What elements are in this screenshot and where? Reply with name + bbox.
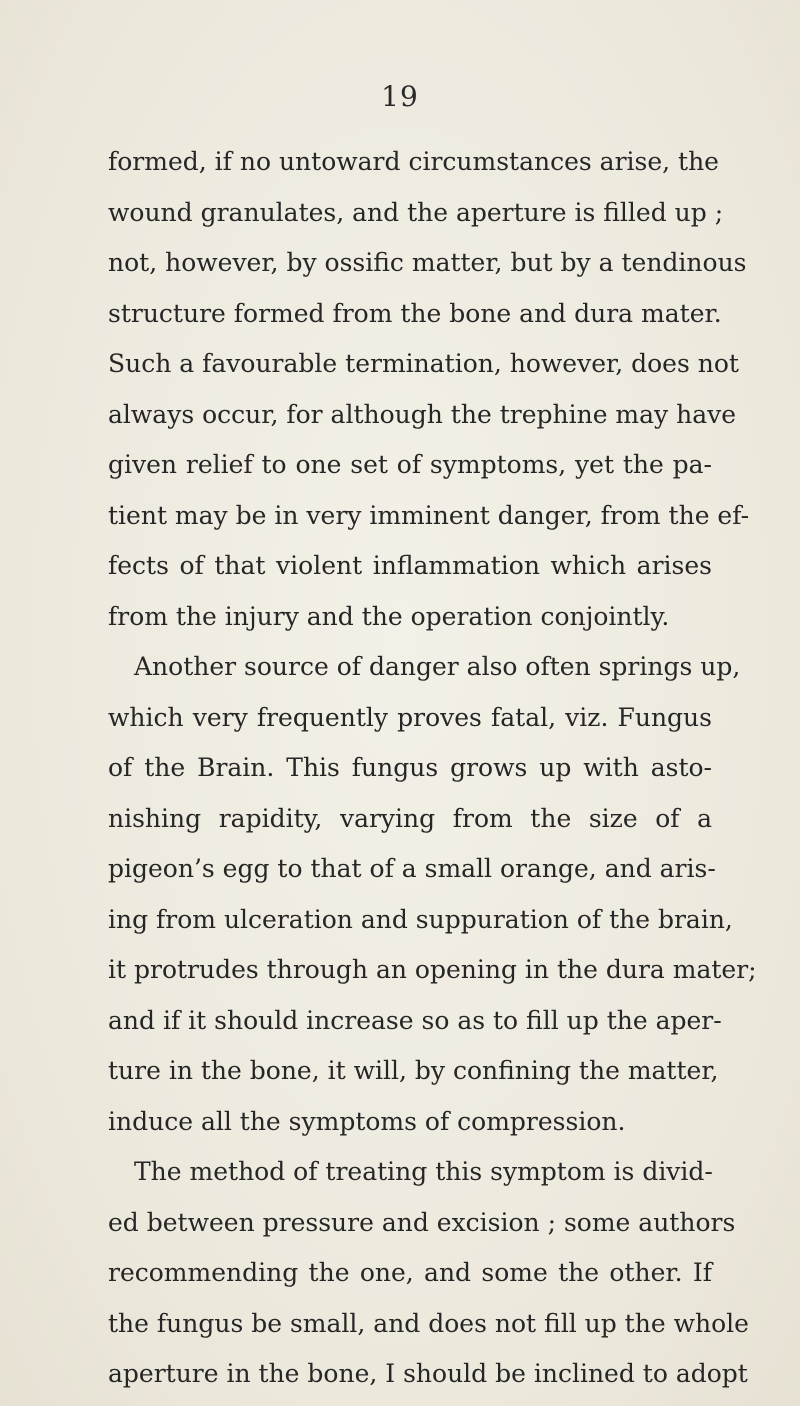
text-line-24: the fungus be small, and does not fill up the whole: [108, 1308, 749, 1338]
page-number: 19: [381, 80, 419, 113]
text-line-4: structure formed from the bone and dura mater.: [108, 298, 722, 328]
text-line-16: ing from ulceration and suppuration of the brain,: [108, 904, 733, 934]
text-line-23: recommending the one, and some the other. If: [108, 1258, 712, 1287]
text-line-19: ture in the bone, it will, by confining the matter,: [108, 1056, 719, 1085]
text-line-8: tient may be in very imminent danger, from the ef-: [108, 500, 750, 530]
text-line-22: ed between pressure and excision ; some authors: [108, 1207, 736, 1237]
text-line-1: formed, if no untoward circumstances arise, the: [108, 147, 719, 176]
text-line-6: always occur, for although the trephine may have: [108, 399, 737, 429]
text-line-10: from the injury and the operation conjointly.: [108, 601, 670, 631]
text-line-7: given relief to one set of symptoms, yet the pa-: [108, 450, 712, 479]
text-line-25: aperture in the bone, I should be inclined to adopt: [108, 1359, 748, 1388]
text-line-15: pigeon’s egg to that of a small orange, and aris-: [108, 854, 716, 883]
text-line-3: not, however, by ossific matter, but by a tendinous: [108, 248, 747, 277]
text-line-11: Another source of danger also often springs up,: [134, 652, 741, 681]
text-line-14: nishing rapidity, varying from the size of a: [108, 803, 712, 833]
text-line-21: The method of treating this symptom is divid-: [134, 1157, 713, 1186]
text-line-18: and if it should increase so as to fill up the aper-: [108, 1005, 722, 1035]
text-line-17: it protrudes through an opening in the dura mater;: [108, 955, 757, 984]
text-line-13: of the Brain. This fungus grows up with asto-: [108, 753, 712, 782]
text-line-9: fects of that violent inflammation which arises: [108, 551, 712, 580]
text-line-12: which very frequently proves fatal, viz. Fungus: [108, 702, 712, 732]
body-text: [108, 137, 757, 1400]
text-line-20: induce all the symptoms of compression.: [108, 1106, 626, 1136]
text-line-5: Such a favourable termination, however, does not: [108, 349, 739, 378]
text-line-2: wound granulates, and the aperture is filled up ;: [108, 197, 724, 227]
